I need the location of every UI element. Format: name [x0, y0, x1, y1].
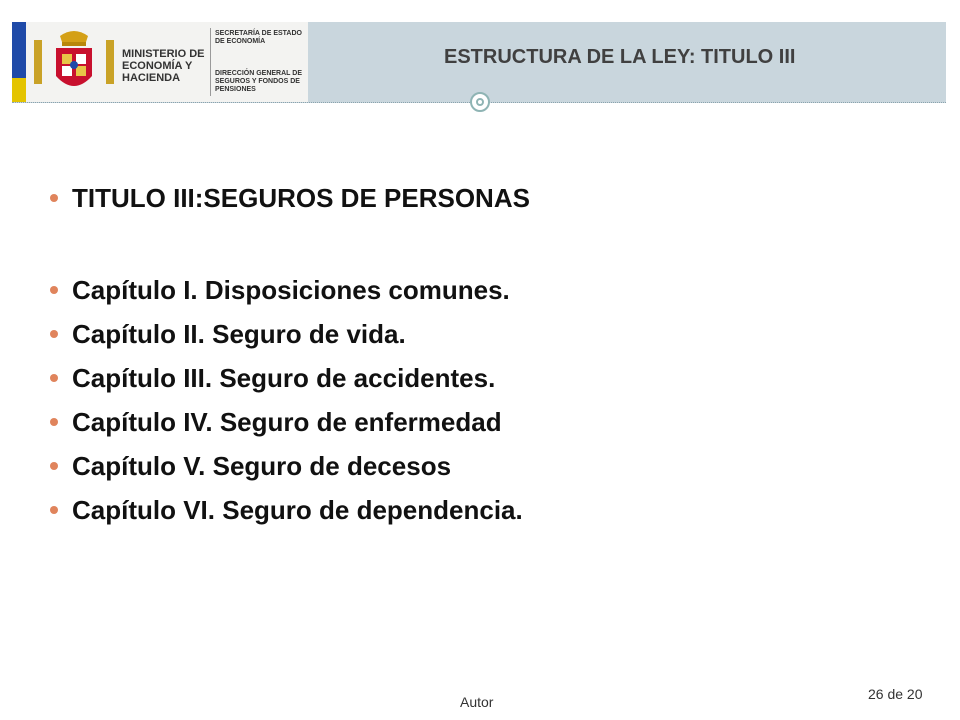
flag-strip [12, 22, 26, 102]
list-item-text: Capítulo IV. Seguro de enfermedad [72, 407, 502, 437]
circle-ornament-icon [470, 92, 490, 112]
list-item [48, 444, 928, 488]
bullet-icon [50, 374, 58, 382]
list-item-heading [48, 176, 928, 220]
bullet-icon [50, 194, 58, 202]
bullet-list [48, 176, 928, 532]
direccion-label: DIRECCIÓN GENERAL DE SEGUROS Y FONDOS DE PENSIONES [215, 70, 302, 93]
list-item [48, 268, 928, 312]
list-item-text: TITULO III:SEGUROS DE PERSONAS [72, 183, 530, 213]
coat-of-arms-icon [30, 26, 118, 98]
list-item-text: Capítulo VI. Seguro de dependencia. [72, 495, 523, 525]
page-number: 26 de 20 [868, 686, 923, 702]
list-item [48, 488, 928, 532]
list-spacer [48, 220, 928, 268]
list-item [48, 312, 928, 356]
slide-title: ESTRUCTURA DE LA LEY: TITULO III [444, 46, 796, 68]
list-item [48, 356, 928, 400]
bullet-icon [50, 286, 58, 294]
list-item-text: Capítulo I. Disposiciones comunes. [72, 275, 510, 305]
list-item-text: Capítulo III. Seguro de accidentes. [72, 363, 496, 393]
secretaria-label: SECRETARÍA DE ESTADO DE ECONOMÍA [215, 30, 302, 45]
bullet-icon [50, 462, 58, 470]
bullet-icon [50, 330, 58, 338]
footer-author: Autor [460, 694, 494, 710]
list-item-text: Capítulo V. Seguro de decesos [72, 451, 452, 481]
bullet-icon [50, 506, 58, 514]
list-item-text: Capítulo II. Seguro de vida. [72, 319, 406, 349]
bullet-icon [50, 418, 58, 426]
ministry-logo [12, 22, 308, 102]
list-item [48, 400, 928, 444]
logo-divider [210, 28, 211, 96]
ministry-name: MINISTERIO DE ECONOMÍA Y HACIENDA [122, 48, 205, 84]
